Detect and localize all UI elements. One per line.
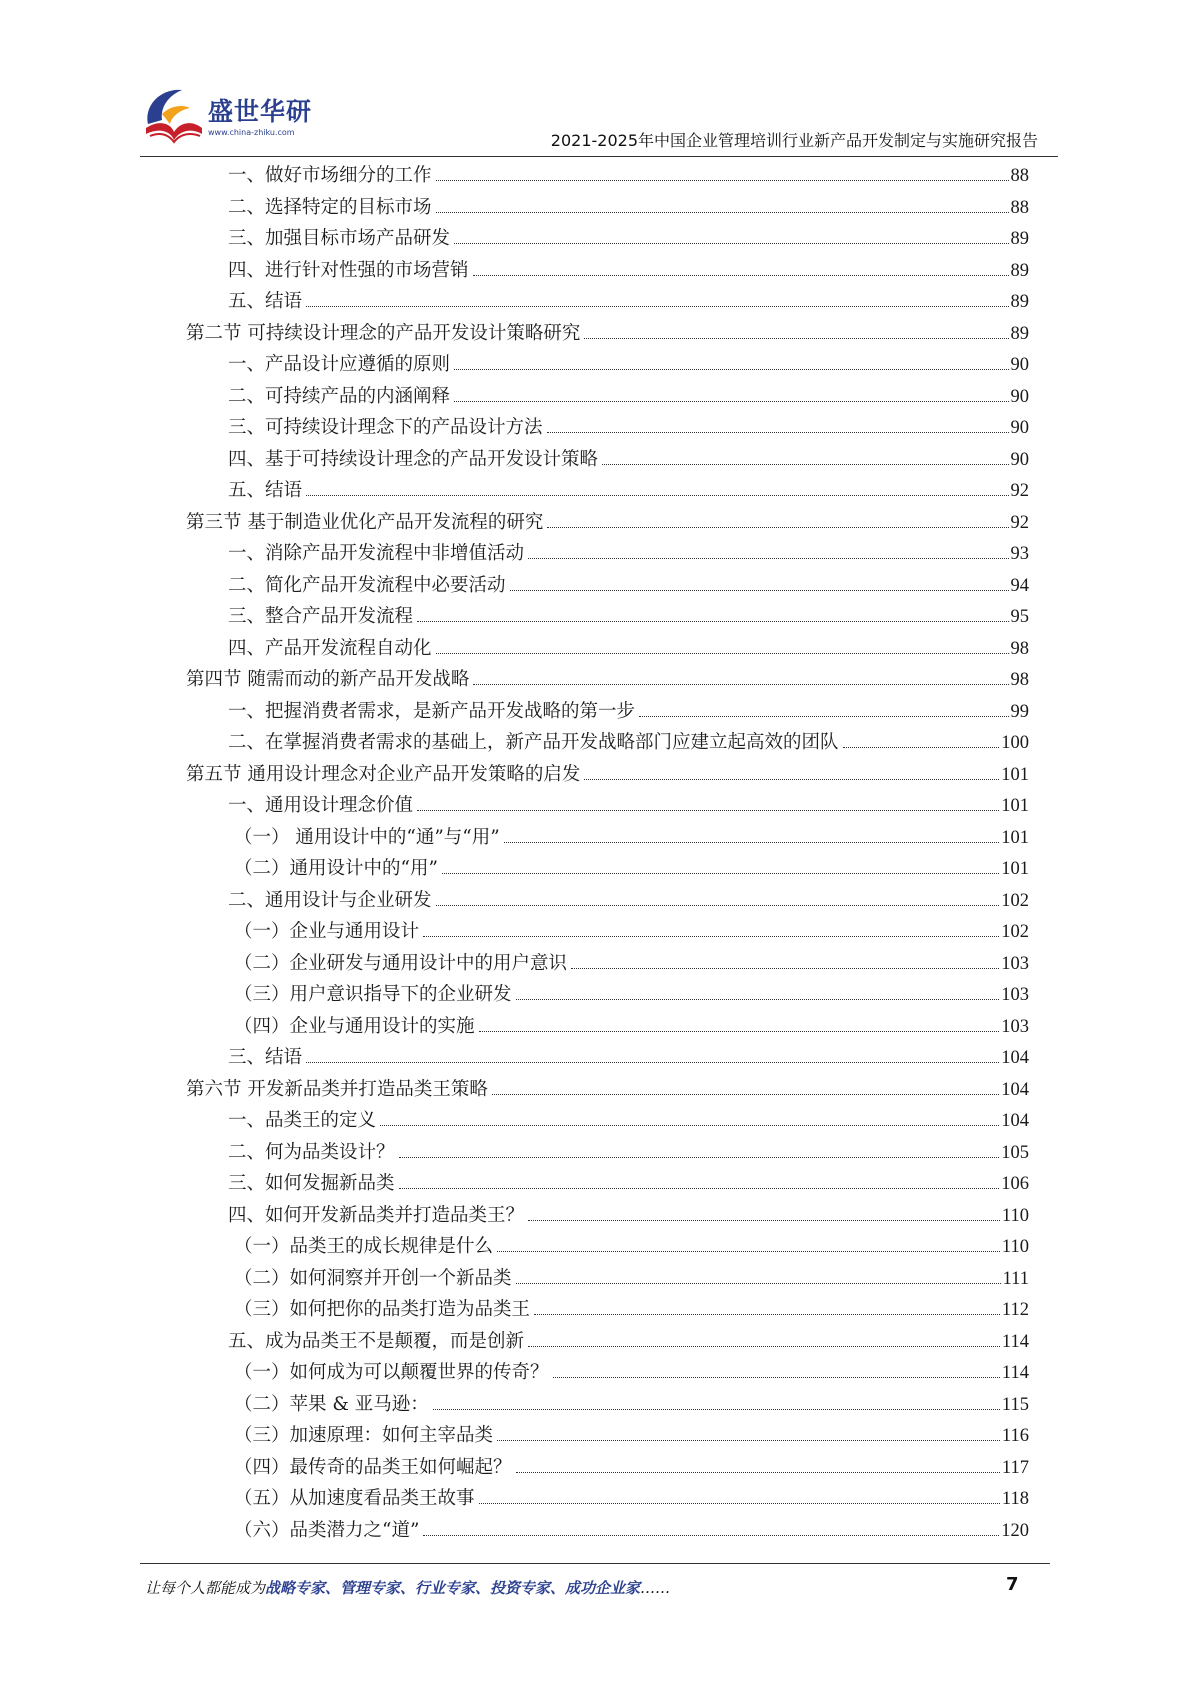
toc-entry-page: 117 — [1001, 1457, 1029, 1478]
toc-entry-page: 89 — [1010, 292, 1029, 312]
toc-dot-leader — [516, 1283, 1001, 1284]
toc-entry[interactable] — [186, 1105, 1029, 1137]
toc-dot-leader — [639, 716, 1008, 717]
toc-entry[interactable] — [186, 979, 1029, 1011]
toc-entry-page: 114 — [1001, 1363, 1029, 1383]
toc-entry-title: （四）最传奇的品类王如何崛起？ — [234, 1456, 512, 1478]
toc-entry-title: 二、在掌握消费者需求的基础上，新产品开发战略部门应建立起高效的团队 — [228, 732, 839, 753]
toc-dot-leader — [553, 1377, 1000, 1378]
toc-entry-title: 二、通用设计与企业研发 — [228, 889, 432, 911]
toc-entry-page: 102 — [1001, 890, 1029, 911]
toc-entry[interactable] — [186, 1515, 1029, 1547]
toc-entry-title: 第五节 通用设计理念对企业产品开发策略的启发 — [186, 763, 581, 785]
toc-dot-leader — [528, 558, 1008, 559]
toc-dot-leader — [516, 1472, 1000, 1473]
toc-dot-leader — [417, 810, 999, 811]
header-divider — [140, 156, 1058, 157]
toc-entry[interactable] — [186, 255, 1029, 287]
toc-entry-page: 103 — [1001, 985, 1029, 1005]
toc-entry[interactable] — [186, 885, 1029, 917]
toc-entry[interactable] — [186, 318, 1029, 350]
toc-entry[interactable] — [186, 1042, 1029, 1074]
toc-entry-title: 第二节 可持续设计理念的产品开发设计策略研究 — [186, 322, 581, 344]
toc-entry-title: 四、产品开发流程自动化 — [228, 637, 432, 659]
toc-entry[interactable] — [186, 916, 1029, 948]
toc-dot-leader — [510, 590, 1009, 591]
toc-entry[interactable] — [186, 1294, 1029, 1326]
toc-dot-leader — [584, 338, 1008, 339]
toc-entry-title: 三、如何发掘新品类 — [228, 1173, 395, 1194]
toc-dot-leader — [417, 621, 1008, 622]
toc-entry-page: 90 — [1010, 418, 1029, 438]
toc-entry[interactable] — [186, 1168, 1029, 1200]
toc-dot-leader — [454, 243, 1008, 244]
toc-entry[interactable] — [186, 727, 1029, 759]
toc-entry-page: 89 — [1010, 323, 1029, 344]
toc-dot-leader — [306, 306, 1008, 307]
toc-entry-title: 一、产品设计应遵循的原则 — [228, 354, 451, 375]
toc-entry-page: 114 — [1001, 1331, 1029, 1352]
company-logo — [140, 84, 315, 154]
toc-entry-page: 106 — [1001, 1174, 1029, 1194]
toc-entry-page: 115 — [1001, 1394, 1029, 1415]
toc-entry-page: 110 — [1001, 1205, 1029, 1226]
footer-slogan-highlight: 战略专家、管理专家、行业专家、投资专家、成功企业家 — [265, 1579, 641, 1597]
toc-dot-leader — [584, 779, 999, 780]
toc-dot-leader — [423, 936, 999, 937]
toc-entry-page: 90 — [1010, 355, 1029, 375]
toc-entry-title: （一）品类王的成长规律是什么 — [234, 1236, 494, 1257]
page-header — [140, 78, 1060, 158]
toc-entry[interactable] — [186, 475, 1029, 507]
toc-dot-leader — [454, 401, 1008, 402]
table-of-contents — [186, 160, 1029, 1546]
toc-dot-leader — [497, 1440, 1000, 1441]
toc-entry-page: 93 — [1010, 544, 1029, 564]
toc-entry-title: 三、加强目标市场产品研发 — [228, 228, 451, 249]
toc-dot-leader — [602, 464, 1008, 465]
toc-entry-title: （二）苹果 & 亚马逊： — [234, 1393, 429, 1415]
toc-dot-leader — [547, 432, 1009, 433]
toc-dot-leader — [528, 1220, 1000, 1221]
toc-dot-leader — [436, 180, 1009, 181]
toc-entry-title: 第四节 随需而动的新产品开发战略 — [186, 669, 470, 690]
page-number: 7 — [1006, 1574, 1019, 1595]
toc-entry[interactable] — [186, 507, 1029, 539]
toc-entry-page: 102 — [1001, 922, 1029, 942]
toc-dot-leader — [380, 1125, 999, 1126]
footer-divider — [140, 1563, 1050, 1564]
toc-entry-page: 90 — [1010, 449, 1029, 470]
toc-entry-page: 90 — [1010, 386, 1029, 407]
toc-entry[interactable] — [186, 601, 1029, 633]
footer-slogan — [145, 1577, 670, 1598]
toc-entry[interactable] — [186, 1389, 1029, 1421]
toc-entry-title: 一、消除产品开发流程中非增值活动 — [228, 543, 525, 564]
toc-dot-leader — [571, 968, 999, 969]
toc-entry-title: （五）从加速度看品类王故事 — [234, 1488, 475, 1509]
toc-dot-leader — [516, 999, 1000, 1000]
toc-dot-leader — [473, 275, 1009, 276]
toc-entry[interactable] — [186, 1200, 1029, 1232]
toc-dot-leader — [442, 873, 999, 874]
toc-entry[interactable] — [186, 664, 1029, 696]
toc-entry-page: 99 — [1010, 701, 1029, 722]
toc-entry-page: 89 — [1010, 229, 1029, 249]
toc-entry-title: 五、成为品类王不是颠覆，而是创新 — [228, 1330, 525, 1352]
toc-entry[interactable] — [186, 759, 1029, 791]
toc-entry[interactable] — [186, 822, 1029, 854]
logo-brand-text: 盛世华研 — [208, 97, 313, 126]
toc-entry-page: 103 — [1001, 1016, 1029, 1037]
toc-entry[interactable] — [186, 696, 1029, 728]
toc-entry-page: 111 — [1002, 1268, 1029, 1289]
toc-entry-title: （二）企业研发与通用设计中的用户意识 — [234, 952, 568, 974]
toc-entry[interactable] — [186, 1074, 1029, 1106]
toc-dot-leader — [306, 1062, 999, 1063]
toc-entry-title: 三、结语 — [228, 1047, 303, 1068]
logo-url-text: www.china-zhiku.com — [208, 128, 295, 137]
toc-dot-leader — [843, 747, 1000, 748]
toc-entry-page: 94 — [1010, 575, 1029, 596]
toc-entry[interactable] — [186, 286, 1029, 318]
toc-dot-leader — [399, 1188, 1000, 1189]
toc-entry-title: 一、品类王的定义 — [228, 1110, 377, 1131]
toc-entry-title: 二、选择特定的目标市场 — [228, 196, 432, 218]
toc-entry-page: 120 — [1001, 1520, 1029, 1541]
toc-entry[interactable] — [186, 381, 1029, 413]
toc-entry-title: 一、把握消费者需求，是新产品开发战略的第一步 — [228, 700, 636, 722]
toc-entry-title: 二、简化产品开发流程中必要活动 — [228, 574, 506, 596]
toc-entry-title: 一、做好市场细分的工作 — [228, 165, 432, 186]
toc-dot-leader — [454, 369, 1008, 370]
toc-entry-title: 五、结语 — [228, 291, 303, 312]
toc-entry-page: 104 — [1001, 1079, 1029, 1100]
toc-dot-leader — [479, 1503, 1000, 1504]
toc-dot-leader — [547, 527, 1008, 528]
toc-entry-page: 105 — [1001, 1142, 1029, 1163]
document-title: 2021-2025年中国企业管理培训行业新产品开发制定与实施研究报告 — [550, 131, 1038, 150]
toc-entry[interactable] — [186, 1420, 1029, 1452]
toc-dot-leader — [479, 1031, 1000, 1032]
toc-entry-page: 101 — [1001, 796, 1029, 816]
toc-entry-title: 四、进行针对性强的市场营销 — [228, 259, 469, 281]
toc-entry[interactable] — [186, 1137, 1029, 1169]
toc-entry-title: 三、可持续设计理念下的产品设计方法 — [228, 417, 543, 438]
toc-entry-page: 116 — [1001, 1426, 1029, 1446]
toc-dot-leader — [436, 905, 1000, 906]
toc-entry[interactable] — [186, 444, 1029, 476]
toc-entry-title: （二）通用设计中的“用” — [234, 858, 438, 879]
toc-dot-leader — [528, 1346, 1000, 1347]
toc-entry-page: 104 — [1001, 1048, 1029, 1068]
toc-entry-title: 五、结语 — [228, 480, 303, 501]
toc-dot-leader — [306, 495, 1008, 496]
toc-entry[interactable] — [186, 1326, 1029, 1358]
toc-entry-page: 92 — [1010, 481, 1029, 501]
toc-entry-title: （一）企业与通用设计 — [234, 921, 420, 942]
toc-entry-title: 三、整合产品开发流程 — [228, 606, 414, 627]
toc-entry-page: 118 — [1001, 1489, 1029, 1509]
toc-entry-page: 101 — [1001, 764, 1029, 785]
toc-entry-title: （三）用户意识指导下的企业研发 — [234, 984, 512, 1005]
toc-entry-title: （三）加速原理：如何主宰品类 — [234, 1425, 494, 1446]
toc-entry-page: 92 — [1010, 512, 1029, 533]
toc-entry-title: （一） 通用设计中的“通”与“用” — [234, 826, 500, 848]
toc-dot-leader — [399, 1157, 1000, 1158]
toc-dot-leader — [433, 1409, 1000, 1410]
toc-entry-page: 88 — [1010, 166, 1029, 186]
toc-entry[interactable] — [186, 192, 1029, 224]
toc-entry-title: （六）品类潜力之“道” — [234, 1519, 420, 1541]
toc-entry[interactable] — [186, 853, 1029, 885]
toc-entry-page: 112 — [1001, 1300, 1029, 1320]
toc-dot-leader — [423, 1535, 999, 1536]
toc-entry-page: 89 — [1010, 260, 1029, 281]
toc-entry-page: 88 — [1010, 197, 1029, 218]
toc-entry[interactable] — [186, 160, 1029, 192]
footer-slogan-prefix: 让每个人都能成为 — [145, 1579, 266, 1597]
toc-entry-page: 98 — [1010, 638, 1029, 659]
toc-entry-page: 95 — [1010, 607, 1029, 627]
toc-entry[interactable] — [186, 1231, 1029, 1263]
toc-dot-leader — [436, 212, 1009, 213]
toc-entry[interactable] — [186, 412, 1029, 444]
toc-entry-title: 四、如何开发新品类并打造品类王？ — [228, 1204, 525, 1226]
toc-entry-page: 98 — [1010, 670, 1029, 690]
toc-entry[interactable] — [186, 223, 1029, 255]
toc-entry-page: 110 — [1001, 1237, 1029, 1257]
toc-dot-leader — [497, 1251, 1000, 1252]
toc-entry[interactable] — [186, 1357, 1029, 1389]
toc-entry-page: 103 — [1001, 953, 1029, 974]
toc-entry-title: （三）如何把你的品类打造为品类王 — [234, 1299, 531, 1320]
toc-entry[interactable] — [186, 1452, 1029, 1484]
toc-entry-title: 二、何为品类设计？ — [228, 1141, 395, 1163]
toc-entry[interactable] — [186, 948, 1029, 980]
logo-mark-icon — [140, 84, 206, 146]
toc-dot-leader — [473, 684, 1008, 685]
toc-entry[interactable] — [186, 349, 1029, 381]
toc-entry-title: 四、基于可持续设计理念的产品开发设计策略 — [228, 448, 599, 470]
toc-entry-title: （二）如何洞察并开创一个新品类 — [234, 1267, 512, 1289]
toc-entry[interactable] — [186, 570, 1029, 602]
toc-dot-leader — [504, 842, 1000, 843]
toc-entry-title: （一）如何成为可以颠覆世界的传奇？ — [234, 1362, 549, 1383]
toc-entry-title: 一、通用设计理念价值 — [228, 795, 414, 816]
toc-entry-page: 101 — [1001, 827, 1029, 848]
toc-entry-title: （四）企业与通用设计的实施 — [234, 1015, 475, 1037]
toc-dot-leader — [534, 1314, 1000, 1315]
toc-entry-page: 104 — [1001, 1111, 1029, 1131]
toc-dot-leader — [436, 653, 1009, 654]
footer-slogan-suffix: …… — [640, 1579, 671, 1597]
toc-entry[interactable] — [186, 1011, 1029, 1043]
toc-entry[interactable] — [186, 633, 1029, 665]
toc-entry-title: 二、可持续产品的内涵阐释 — [228, 385, 451, 407]
toc-entry-title: 第六节 开发新品类并打造品类王策略 — [186, 1078, 488, 1100]
toc-entry[interactable] — [186, 1263, 1029, 1295]
toc-entry-title: 第三节 基于制造业优化产品开发流程的研究 — [186, 511, 544, 533]
toc-dot-leader — [492, 1094, 999, 1095]
toc-entry[interactable] — [186, 1483, 1029, 1515]
toc-entry-page: 101 — [1001, 859, 1029, 879]
toc-entry-page: 100 — [1001, 733, 1029, 753]
toc-entry[interactable] — [186, 538, 1029, 570]
toc-entry[interactable] — [186, 790, 1029, 822]
